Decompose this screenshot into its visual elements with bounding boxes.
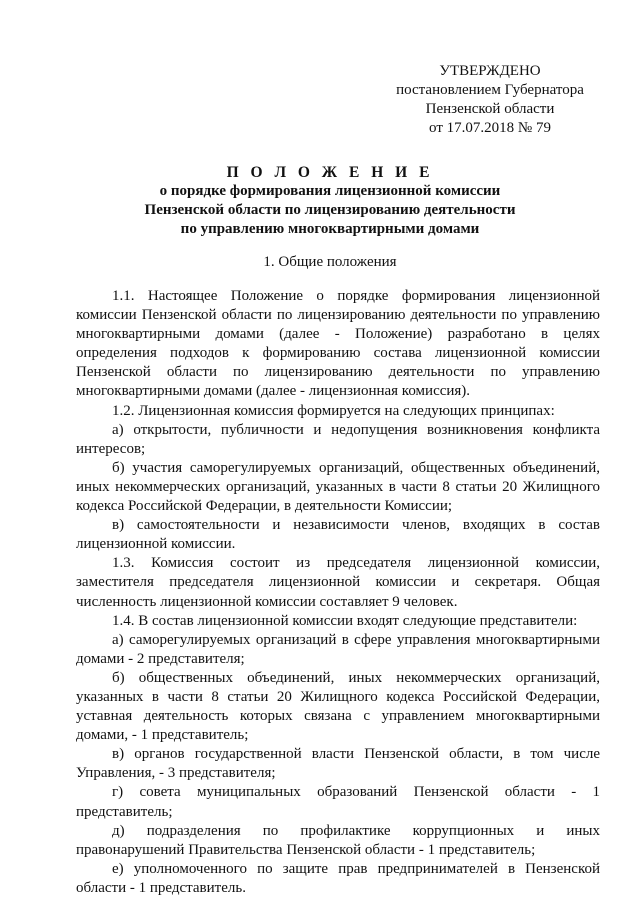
paragraph-1-4-v: в) органов государственной власти Пензенской области, в том числе Управления, - 3 представителя;: [76, 746, 600, 782]
section-heading: 1. Общие положения: [263, 254, 397, 270]
paragraph-1-2-v: в) самостоятельности и независимости членов, входящих в состав лицензионной комиссии.: [76, 517, 600, 553]
paragraph-1-4-a: а) саморегулируемых организаций в сфере управления многоквартирными домами - 2 представителя;: [76, 631, 600, 667]
paragraph-1-1: 1.1. Настоящее Положение о порядке формирования лицензионной комиссии Пензенской области по лицензированию деятельности по управлению многоквартирными домами (далее - Положение) разработано в целях определения подходов к формированию состава лицензионной комиссии Пензенской области по лицензированию деятельности по управлению многоквартирными домами (далее - лицензионная комиссия).: [76, 288, 600, 400]
paragraph-1-4-d: д) подразделения по профилактике коррупционных и иных правонарушений Правительства Пензенской области - 1 представитель;: [76, 822, 600, 858]
paragraph-1-4-b: б) общественных объединений, иных некоммерческих организаций, указанных в части 8 статьи 20 Жилищного кодекса Российской Федерации, уставная деятельность которых связана с управлением многоквартирными домами, - 1 представитель;: [76, 669, 600, 744]
approval-authority: постановлением Губернатора: [396, 82, 584, 98]
document-body: [76, 287, 600, 898]
paragraph-1-3: 1.3. Комиссия состоит из председателя лицензионной комиссии, заместителя председателя лицензионной комиссии и секретаря. Общая численность лицензионной комиссии составляет 9 человек.: [76, 555, 600, 610]
document-title-block: [60, 163, 600, 239]
document-subtitle-line-1: о порядке формирования лицензионной комиссии: [159, 183, 501, 199]
approval-status: УТВЕРЖДЕНО: [439, 63, 541, 79]
paragraph-1-2-b: б) участия саморегулируемых организаций, общественных объединений, иных некоммерческих организаций, указанных в части 8 статьи 20 Жилищного кодекса Российской Федерации, в деятельности Комиссии;: [76, 459, 600, 515]
paragraph-1-2: 1.2. Лицензионная комиссия формируется на следующих принципах:: [112, 402, 555, 419]
paragraph-1-4-e: е) уполномоченного по защите прав предпринимателей в Пензенской области - 1 представитель.: [76, 860, 600, 896]
approval-region: Пензенской области: [425, 101, 555, 117]
document-subtitle-line-2: Пензенской области по лицензированию деятельности: [144, 202, 516, 218]
paragraph-1-4-g: г) совета муниципальных образований Пензенской области - 1 представитель;: [76, 784, 600, 820]
document-title: П О Л О Ж Е Н И Е: [226, 164, 434, 181]
paragraph-1-2-a: а) открытости, публичности и недопущения возникновения конфликта интересов;: [76, 421, 600, 457]
approval-date-number: от 17.07.2018 № 79: [429, 120, 551, 136]
paragraph-1-4: 1.4. В состав лицензионной комиссии входят следующие представители:: [112, 612, 578, 629]
approval-stamp: [380, 62, 600, 138]
document-subtitle-line-3: по управлению многоквартирными домами: [180, 221, 480, 237]
